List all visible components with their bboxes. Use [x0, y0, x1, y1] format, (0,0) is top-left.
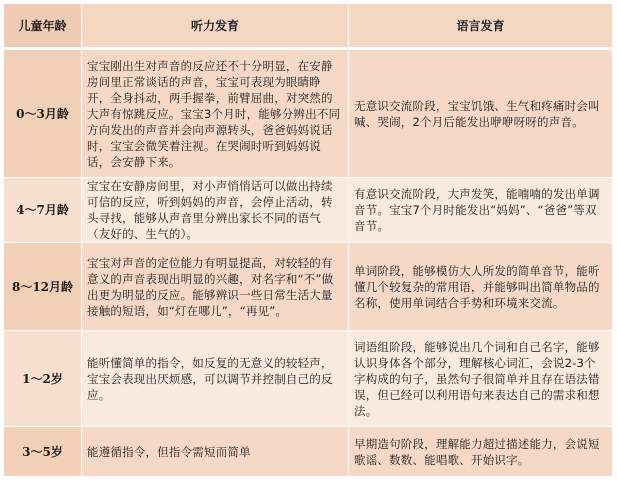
table-row — [4, 49, 613, 178]
language-cell: 有意识交流阶段，大声发笑，能喃喃的发出单调音节。宝宝7个月时能发出“妈妈”、“爸爸”等双音节。 — [349, 178, 613, 243]
table-row — [4, 331, 613, 427]
age-cell: 3～5岁 — [4, 427, 82, 477]
language-cell: 早期造句阶段，理解能力超过描述能力，会说短歌谣、数数、能唱歌、开始识字。 — [349, 427, 613, 477]
development-table — [3, 3, 613, 477]
header-hearing: 听力发育 — [82, 4, 349, 49]
table-row — [4, 178, 613, 243]
language-cell: 无意识交流阶段，宝宝饥饿、生气和疼痛时会叫喊、哭闹，2个月后能发出咿咿呀呀的声音。 — [349, 49, 613, 178]
language-cell: 单词阶段，能够模仿大人所发的简单音节，能听懂几个较复杂的常用语，并能够叫出简单物品的名称，使用单词结合手势和环境来交流。 — [349, 243, 613, 331]
table-header-row — [4, 4, 613, 49]
age-cell: 1～2岁 — [4, 331, 82, 427]
development-table-container — [3, 3, 612, 478]
hearing-cell: 宝宝在安静房间里，对小声悄悄话可以做出持续可信的反应，听到妈妈的声音，会停止活动，转头寻找，能够从声音里分辨出家长不同的语气（友好的、生气的）。 — [82, 178, 349, 243]
hearing-cell: 宝宝刚出生对声音的反应还不十分明显，在安静房间里正常谈话的声音，宝宝可表现为眼睛睁开，全身抖动，两手握拳，前臂屈曲，对突然的大声有惊跳反应。宝宝3个月时，能够分辨出不同方向发出的声音并会向声源转头，爸爸妈妈说话时，宝宝会微笑着注视。在哭闹时听到妈妈说话，会安静下来。 — [82, 49, 349, 178]
table-row — [4, 427, 613, 477]
age-cell: 8～12月龄 — [4, 243, 82, 331]
hearing-cell: 能听懂简单的指令，如反复的无意义的较轻声，宝宝会表现出厌烦感，可以调节并控制自己的反应。 — [82, 331, 349, 427]
header-language: 语言发育 — [349, 4, 613, 49]
header-age: 儿童年龄 — [4, 4, 82, 49]
hearing-cell: 宝宝对声音的定位能力有明显提高，对较轻的有意义的声音表现出明显的兴趣，对名字和“不”做出更为明显的反应。能够辨识一些日常生活大量接触的短语，如“灯在哪儿”，“再见”。 — [82, 243, 349, 331]
table-row — [4, 243, 613, 331]
hearing-cell: 能遵循指令，但指令需短而简单 — [82, 427, 349, 477]
language-cell: 词语组阶段，能够说出几个词和自己名字，能够认识身体各个部分，理解核心词汇，会说2-3个字构成的句子，虽然句子很简单并且存在语法错误，但已经可以利用语句来表达自己的需求和想法。 — [349, 331, 613, 427]
age-cell: 4～7月龄 — [4, 178, 82, 243]
age-cell: 0～3月龄 — [4, 49, 82, 178]
